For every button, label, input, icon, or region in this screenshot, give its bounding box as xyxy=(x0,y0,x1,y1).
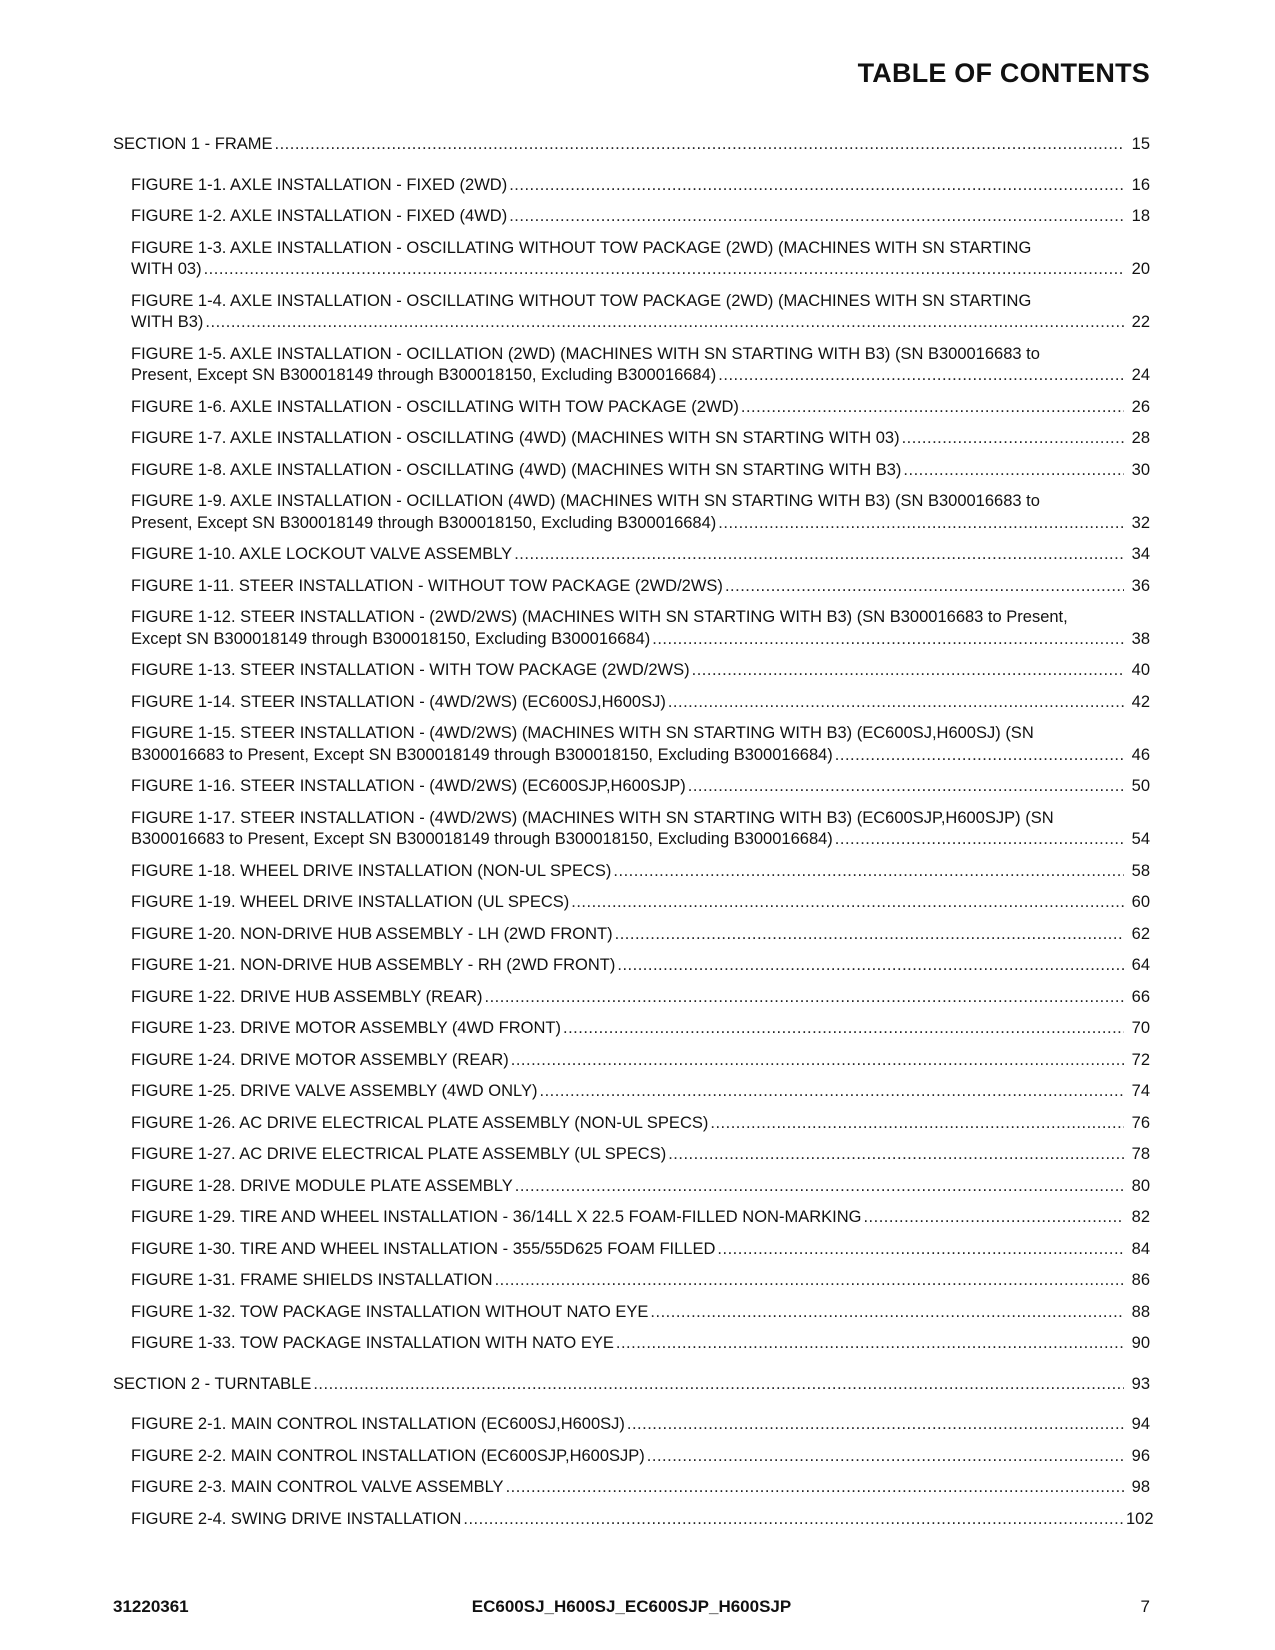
dot-leader xyxy=(514,544,1124,566)
dot-leader xyxy=(863,1207,1124,1229)
dot-leader xyxy=(835,745,1124,767)
dot-leader xyxy=(563,1018,1124,1040)
page-ref: 84 xyxy=(1131,1239,1150,1258)
dot-leader xyxy=(617,955,1124,977)
dot-leader xyxy=(615,924,1124,946)
toc-line xyxy=(131,1081,1150,1103)
toc-figure-entry[interactable] xyxy=(113,1270,1150,1292)
toc-figure-entry[interactable] xyxy=(113,808,1150,851)
dot-leader xyxy=(668,1144,1124,1166)
dot-leader xyxy=(725,576,1124,598)
page-ref: 20 xyxy=(1131,260,1150,278)
toc-figure-entry[interactable] xyxy=(113,1050,1150,1072)
dot-leader xyxy=(688,776,1124,798)
figure-title: FIGURE 1-13. STEER INSTALLATION - WITH TOW PACKAGE (2WD/2WS) xyxy=(131,661,690,679)
dot-leader xyxy=(650,1302,1124,1324)
toc-line xyxy=(131,312,1150,334)
toc-line xyxy=(131,1509,1154,1531)
toc-line xyxy=(131,175,1150,197)
figure-title: FIGURE 1-23. DRIVE MOTOR ASSEMBLY (4WD FRONT) xyxy=(131,1019,561,1037)
toc-figure-entry[interactable] xyxy=(113,723,1150,766)
page-ref: 62 xyxy=(1131,924,1150,943)
page-ref: 88 xyxy=(1131,1302,1150,1321)
toc-figure-entry[interactable] xyxy=(113,692,1150,714)
toc-figure-entry[interactable] xyxy=(113,175,1150,197)
toc-figure-entry[interactable] xyxy=(113,544,1150,566)
figure-title-line: FIGURE 1-12. STEER INSTALLATION - (2WD/2WS) (MACHINES WITH SN STARTING WITH B3) (SN B300016683 to Present, xyxy=(131,608,1068,626)
page-ref: 94 xyxy=(1131,1415,1150,1433)
figure-title: FIGURE 2-3. MAIN CONTROL VALVE ASSEMBLY xyxy=(131,1478,504,1496)
figure-title: FIGURE 1-11. STEER INSTALLATION - WITHOUT TOW PACKAGE (2WD/2WS) xyxy=(131,576,723,595)
toc-line xyxy=(131,1333,1150,1355)
figure-title: FIGURE 1-6. AXLE INSTALLATION - OSCILLATING WITH TOW PACKAGE (2WD) xyxy=(131,397,739,416)
figure-title: FIGURE 1-30. TIRE AND WHEEL INSTALLATION - 355/55D625 FOAM FILLED xyxy=(131,1239,716,1258)
page-ref: 76 xyxy=(1131,1113,1150,1132)
toc-figure-entry[interactable] xyxy=(113,1018,1150,1040)
toc-line xyxy=(131,1302,1150,1324)
figure-title: FIGURE 1-21. NON-DRIVE HUB ASSEMBLY - RH (2WD FRONT) xyxy=(131,956,616,974)
page-number: 7 xyxy=(1140,1597,1150,1616)
dot-leader xyxy=(718,365,1124,387)
toc-line xyxy=(131,1113,1150,1135)
toc-line xyxy=(131,206,1150,228)
toc-line xyxy=(131,692,1150,714)
toc-figure-entry[interactable] xyxy=(113,206,1150,228)
toc-section-entry[interactable] xyxy=(113,134,1150,156)
dot-leader xyxy=(205,312,1124,334)
page-ref: 38 xyxy=(1131,629,1150,648)
dot-leader xyxy=(903,460,1124,482)
toc-figure-entry[interactable] xyxy=(113,955,1150,977)
figure-title: FIGURE 1-18. WHEEL DRIVE INSTALLATION (NON-UL SPECS) xyxy=(131,861,612,880)
toc-figure-entry[interactable] xyxy=(113,238,1150,281)
page-title: TABLE OF CONTENTS xyxy=(857,58,1150,88)
dot-leader xyxy=(540,1081,1124,1103)
figure-title-continuation: Present, Except SN B300018149 through B300018150, Excluding B300016684) xyxy=(131,513,717,532)
page-ref: 80 xyxy=(1131,1176,1150,1195)
dot-leader xyxy=(647,1446,1124,1468)
figure-title-continuation: B300016683 to Present, Except SN B300018149 through B300018150, Excluding B300016684) xyxy=(131,830,833,848)
toc-line xyxy=(131,987,1150,1009)
toc-figure-entry[interactable] xyxy=(113,924,1150,946)
dot-leader xyxy=(509,175,1124,197)
toc-line xyxy=(131,1176,1150,1198)
dot-leader xyxy=(313,1374,1124,1396)
toc-figure-entry[interactable] xyxy=(113,1113,1150,1135)
figure-title: FIGURE 1-26. AC DRIVE ELECTRICAL PLATE ASSEMBLY (NON-UL SPECS) xyxy=(131,1113,709,1132)
figure-title: FIGURE 1-16. STEER INSTALLATION - (4WD/2WS) (EC600SJP,H600SJP) xyxy=(131,777,686,795)
page-ref: 22 xyxy=(1131,313,1150,331)
figure-title: FIGURE 1-19. WHEEL DRIVE INSTALLATION (UL SPECS) xyxy=(131,893,570,911)
toc-figure-entry[interactable] xyxy=(113,344,1150,387)
toc-figure-entry[interactable] xyxy=(113,1081,1150,1103)
dot-leader xyxy=(717,1239,1124,1261)
figure-title: FIGURE 1-25. DRIVE VALVE ASSEMBLY (4WD ONLY) xyxy=(131,1082,538,1100)
figure-title: FIGURE 1-28. DRIVE MODULE PLATE ASSEMBLY xyxy=(131,1176,513,1195)
toc-figure-entry[interactable] xyxy=(113,1176,1150,1198)
toc-line xyxy=(131,1207,1150,1229)
toc-line xyxy=(131,1414,1150,1436)
figure-title: FIGURE 1-32. TOW PACKAGE INSTALLATION WITHOUT NATO EYE xyxy=(131,1302,649,1321)
page-ref: 30 xyxy=(1131,460,1150,479)
page-ref: 42 xyxy=(1131,692,1150,711)
page-ref: 98 xyxy=(1131,1478,1150,1496)
toc-line xyxy=(131,1144,1150,1166)
dot-leader xyxy=(616,1333,1124,1355)
figure-title-line: FIGURE 1-9. AXLE INSTALLATION - OCILLATION (4WD) (MACHINES WITH SN STARTING WITH B3) (SN B300016683 to xyxy=(131,492,1040,510)
dot-leader xyxy=(515,1176,1124,1198)
toc-figure-entry[interactable] xyxy=(113,291,1150,334)
toc-figure-entry[interactable] xyxy=(113,428,1150,450)
page-ref: 70 xyxy=(1131,1019,1150,1037)
figure-title-continuation: Except SN B300018149 through B300018150, Excluding B300016684) xyxy=(131,629,651,648)
dot-leader xyxy=(613,861,1124,883)
dot-leader xyxy=(484,987,1124,1009)
page-ref: 66 xyxy=(1131,987,1150,1006)
section-heading: SECTION 1 - FRAME xyxy=(113,135,273,153)
dot-leader xyxy=(668,692,1124,714)
dot-leader xyxy=(902,428,1124,450)
page-ref: 82 xyxy=(1131,1208,1150,1226)
dot-leader xyxy=(710,1113,1124,1135)
toc-figure-entry[interactable] xyxy=(113,491,1150,534)
figure-title: FIGURE 1-7. AXLE INSTALLATION - OSCILLATING (4WD) (MACHINES WITH SN STARTING WITH 03) xyxy=(131,429,900,447)
dot-leader xyxy=(718,513,1124,535)
figure-title-line: FIGURE 1-4. AXLE INSTALLATION - OSCILLATING WITHOUT TOW PACKAGE (2WD) (MACHINES WITH SN STARTING xyxy=(131,291,1032,310)
toc-figure-entry[interactable] xyxy=(113,892,1150,914)
page-footer xyxy=(113,1597,1150,1617)
toc-figure-entry[interactable] xyxy=(113,1414,1150,1436)
page-ref: 64 xyxy=(1131,956,1150,974)
toc-line xyxy=(113,1374,1150,1396)
figure-title: FIGURE 1-10. AXLE LOCKOUT VALVE ASSEMBLY xyxy=(131,545,513,563)
figure-title: FIGURE 1-14. STEER INSTALLATION - (4WD/2WS) (EC600SJ,H600SJ) xyxy=(131,692,666,711)
dot-leader xyxy=(275,134,1124,156)
figure-title-continuation: WITH B3) xyxy=(131,313,204,331)
figure-title-continuation: B300016683 to Present, Except SN B300018149 through B300018150, Excluding B300016684) xyxy=(131,745,833,764)
page-ref: 50 xyxy=(1131,777,1150,795)
page-ref: 74 xyxy=(1131,1082,1150,1100)
toc-figure-entry[interactable] xyxy=(113,1333,1150,1355)
toc-line xyxy=(131,1239,1150,1261)
toc-figure-entry[interactable] xyxy=(113,1239,1150,1261)
page-ref: 18 xyxy=(1131,207,1150,225)
toc-line xyxy=(131,1050,1150,1072)
dot-leader xyxy=(511,1050,1124,1072)
figure-title: FIGURE 1-20. NON-DRIVE HUB ASSEMBLY - LH (2WD FRONT) xyxy=(131,924,613,943)
toc-line xyxy=(131,776,1150,798)
figure-title: FIGURE 1-8. AXLE INSTALLATION - OSCILLATING (4WD) (MACHINES WITH SN STARTING WITH B3) xyxy=(131,460,902,479)
toc-figure-entry[interactable] xyxy=(113,1144,1150,1166)
page-ref: 78 xyxy=(1131,1145,1150,1163)
figure-title: FIGURE 1-31. FRAME SHIELDS INSTALLATION xyxy=(131,1271,493,1289)
page-ref: 24 xyxy=(1131,366,1150,384)
dot-leader xyxy=(692,660,1124,682)
table-of-contents xyxy=(113,134,1154,1530)
figure-title-line: FIGURE 1-15. STEER INSTALLATION - (4WD/2WS) (MACHINES WITH SN STARTING WITH B3) (EC600SJ,H600SJ) (SN xyxy=(131,724,1034,742)
toc-figure-entry[interactable] xyxy=(113,576,1150,598)
toc-figure-entry[interactable] xyxy=(113,1207,1150,1229)
dot-leader xyxy=(509,206,1124,228)
page-ref: 54 xyxy=(1131,830,1150,848)
toc-line xyxy=(131,629,1150,651)
dot-leader xyxy=(571,892,1124,914)
dot-leader xyxy=(741,397,1124,419)
figure-title: FIGURE 2-4. SWING DRIVE INSTALLATION xyxy=(131,1509,462,1528)
page-ref: 26 xyxy=(1131,397,1150,416)
figure-title: FIGURE 1-29. TIRE AND WHEEL INSTALLATION - 36/14LL X 22.5 FOAM-FILLED NON-MARKING xyxy=(131,1208,862,1226)
figure-title-line: FIGURE 1-5. AXLE INSTALLATION - OCILLATION (2WD) (MACHINES WITH SN STARTING WITH B3) (SN B300016683 to xyxy=(131,344,1040,363)
page-ref: 102 xyxy=(1126,1509,1154,1528)
dot-leader xyxy=(204,259,1124,281)
page-ref: 34 xyxy=(1131,545,1150,563)
toc-figure-entry[interactable] xyxy=(113,460,1150,482)
figure-title: FIGURE 1-33. TOW PACKAGE INSTALLATION WITH NATO EYE xyxy=(131,1334,614,1352)
page-ref: 16 xyxy=(1131,175,1150,194)
toc-figure-entry[interactable] xyxy=(113,861,1150,883)
toc-line xyxy=(131,892,1150,914)
toc-line xyxy=(131,1270,1150,1292)
toc-line xyxy=(113,134,1150,156)
toc-line xyxy=(131,745,1150,767)
toc-figure-entry[interactable] xyxy=(113,1446,1150,1468)
figure-title: FIGURE 2-1. MAIN CONTROL INSTALLATION (EC600SJ,H600SJ) xyxy=(131,1415,625,1433)
figure-title: FIGURE 1-1. AXLE INSTALLATION - FIXED (2WD) xyxy=(131,175,508,194)
toc-line xyxy=(131,1446,1150,1468)
page-ref: 72 xyxy=(1131,1050,1150,1069)
page-ref: 60 xyxy=(1131,893,1150,911)
page-ref: 15 xyxy=(1131,135,1150,153)
toc-line xyxy=(131,1477,1150,1499)
toc-line xyxy=(131,576,1150,598)
figure-title-line: FIGURE 1-3. AXLE INSTALLATION - OSCILLATING WITHOUT TOW PACKAGE (2WD) (MACHINES WITH SN STARTING xyxy=(131,238,1032,257)
page-ref: 28 xyxy=(1131,429,1150,447)
toc-figure-entry[interactable] xyxy=(113,660,1150,682)
toc-line xyxy=(131,861,1150,883)
page-ref: 93 xyxy=(1131,1374,1150,1393)
figure-title: FIGURE 1-24. DRIVE MOTOR ASSEMBLY (REAR) xyxy=(131,1050,509,1069)
figure-title-continuation: WITH 03) xyxy=(131,260,202,278)
model-list: EC600SJ_H600SJ_EC600SJP_H600SJP xyxy=(471,1597,792,1616)
toc-figure-entry[interactable] xyxy=(113,1302,1150,1324)
toc-line xyxy=(131,259,1150,281)
section-heading: SECTION 2 - TURNTABLE xyxy=(113,1374,312,1393)
page-ref: 90 xyxy=(1131,1334,1150,1352)
page-ref: 58 xyxy=(1131,861,1150,880)
figure-title: FIGURE 2-2. MAIN CONTROL INSTALLATION (EC600SJP,H600SJP) xyxy=(131,1446,645,1465)
toc-figure-entry[interactable] xyxy=(113,1477,1150,1499)
dot-leader xyxy=(835,829,1124,851)
dot-leader xyxy=(506,1477,1124,1499)
dot-leader xyxy=(495,1270,1124,1292)
toc-line xyxy=(131,460,1150,482)
figure-title-line: FIGURE 1-17. STEER INSTALLATION - (4WD/2WS) (MACHINES WITH SN STARTING WITH B3) (EC600SJP,H600SJP) (SN xyxy=(131,808,1054,827)
page-ref: 86 xyxy=(1131,1271,1150,1289)
figure-title: FIGURE 1-22. DRIVE HUB ASSEMBLY (REAR) xyxy=(131,987,483,1006)
toc-figure-entry[interactable] xyxy=(113,607,1150,650)
page-ref: 96 xyxy=(1131,1446,1150,1465)
dot-leader xyxy=(463,1509,1124,1531)
dot-leader xyxy=(627,1414,1124,1436)
document-number: 31220361 xyxy=(113,1597,189,1616)
toc-line xyxy=(131,829,1150,851)
page-ref: 40 xyxy=(1131,661,1150,679)
toc-section-entry[interactable] xyxy=(113,1374,1150,1396)
toc-figure-entry[interactable] xyxy=(113,987,1150,1009)
page-ref: 36 xyxy=(1131,576,1150,595)
page-ref: 32 xyxy=(1131,513,1150,532)
figure-title: FIGURE 1-27. AC DRIVE ELECTRICAL PLATE ASSEMBLY (UL SPECS) xyxy=(131,1145,667,1163)
toc-line xyxy=(131,660,1150,682)
toc-line xyxy=(131,1018,1150,1040)
toc-line xyxy=(131,365,1150,387)
toc-line xyxy=(131,428,1150,450)
figure-title-continuation: Present, Except SN B300018149 through B300018150, Excluding B300016684) xyxy=(131,366,717,384)
toc-line xyxy=(131,397,1150,419)
page-ref: 46 xyxy=(1131,745,1150,764)
toc-figure-entry[interactable] xyxy=(113,776,1150,798)
toc-figure-entry[interactable] xyxy=(113,1509,1154,1531)
dot-leader xyxy=(652,629,1124,651)
figure-title: FIGURE 1-2. AXLE INSTALLATION - FIXED (4WD) xyxy=(131,207,508,225)
toc-line xyxy=(131,544,1150,566)
toc-line xyxy=(131,924,1150,946)
toc-line xyxy=(131,955,1150,977)
toc-figure-entry[interactable] xyxy=(113,397,1150,419)
toc-line xyxy=(131,513,1150,535)
